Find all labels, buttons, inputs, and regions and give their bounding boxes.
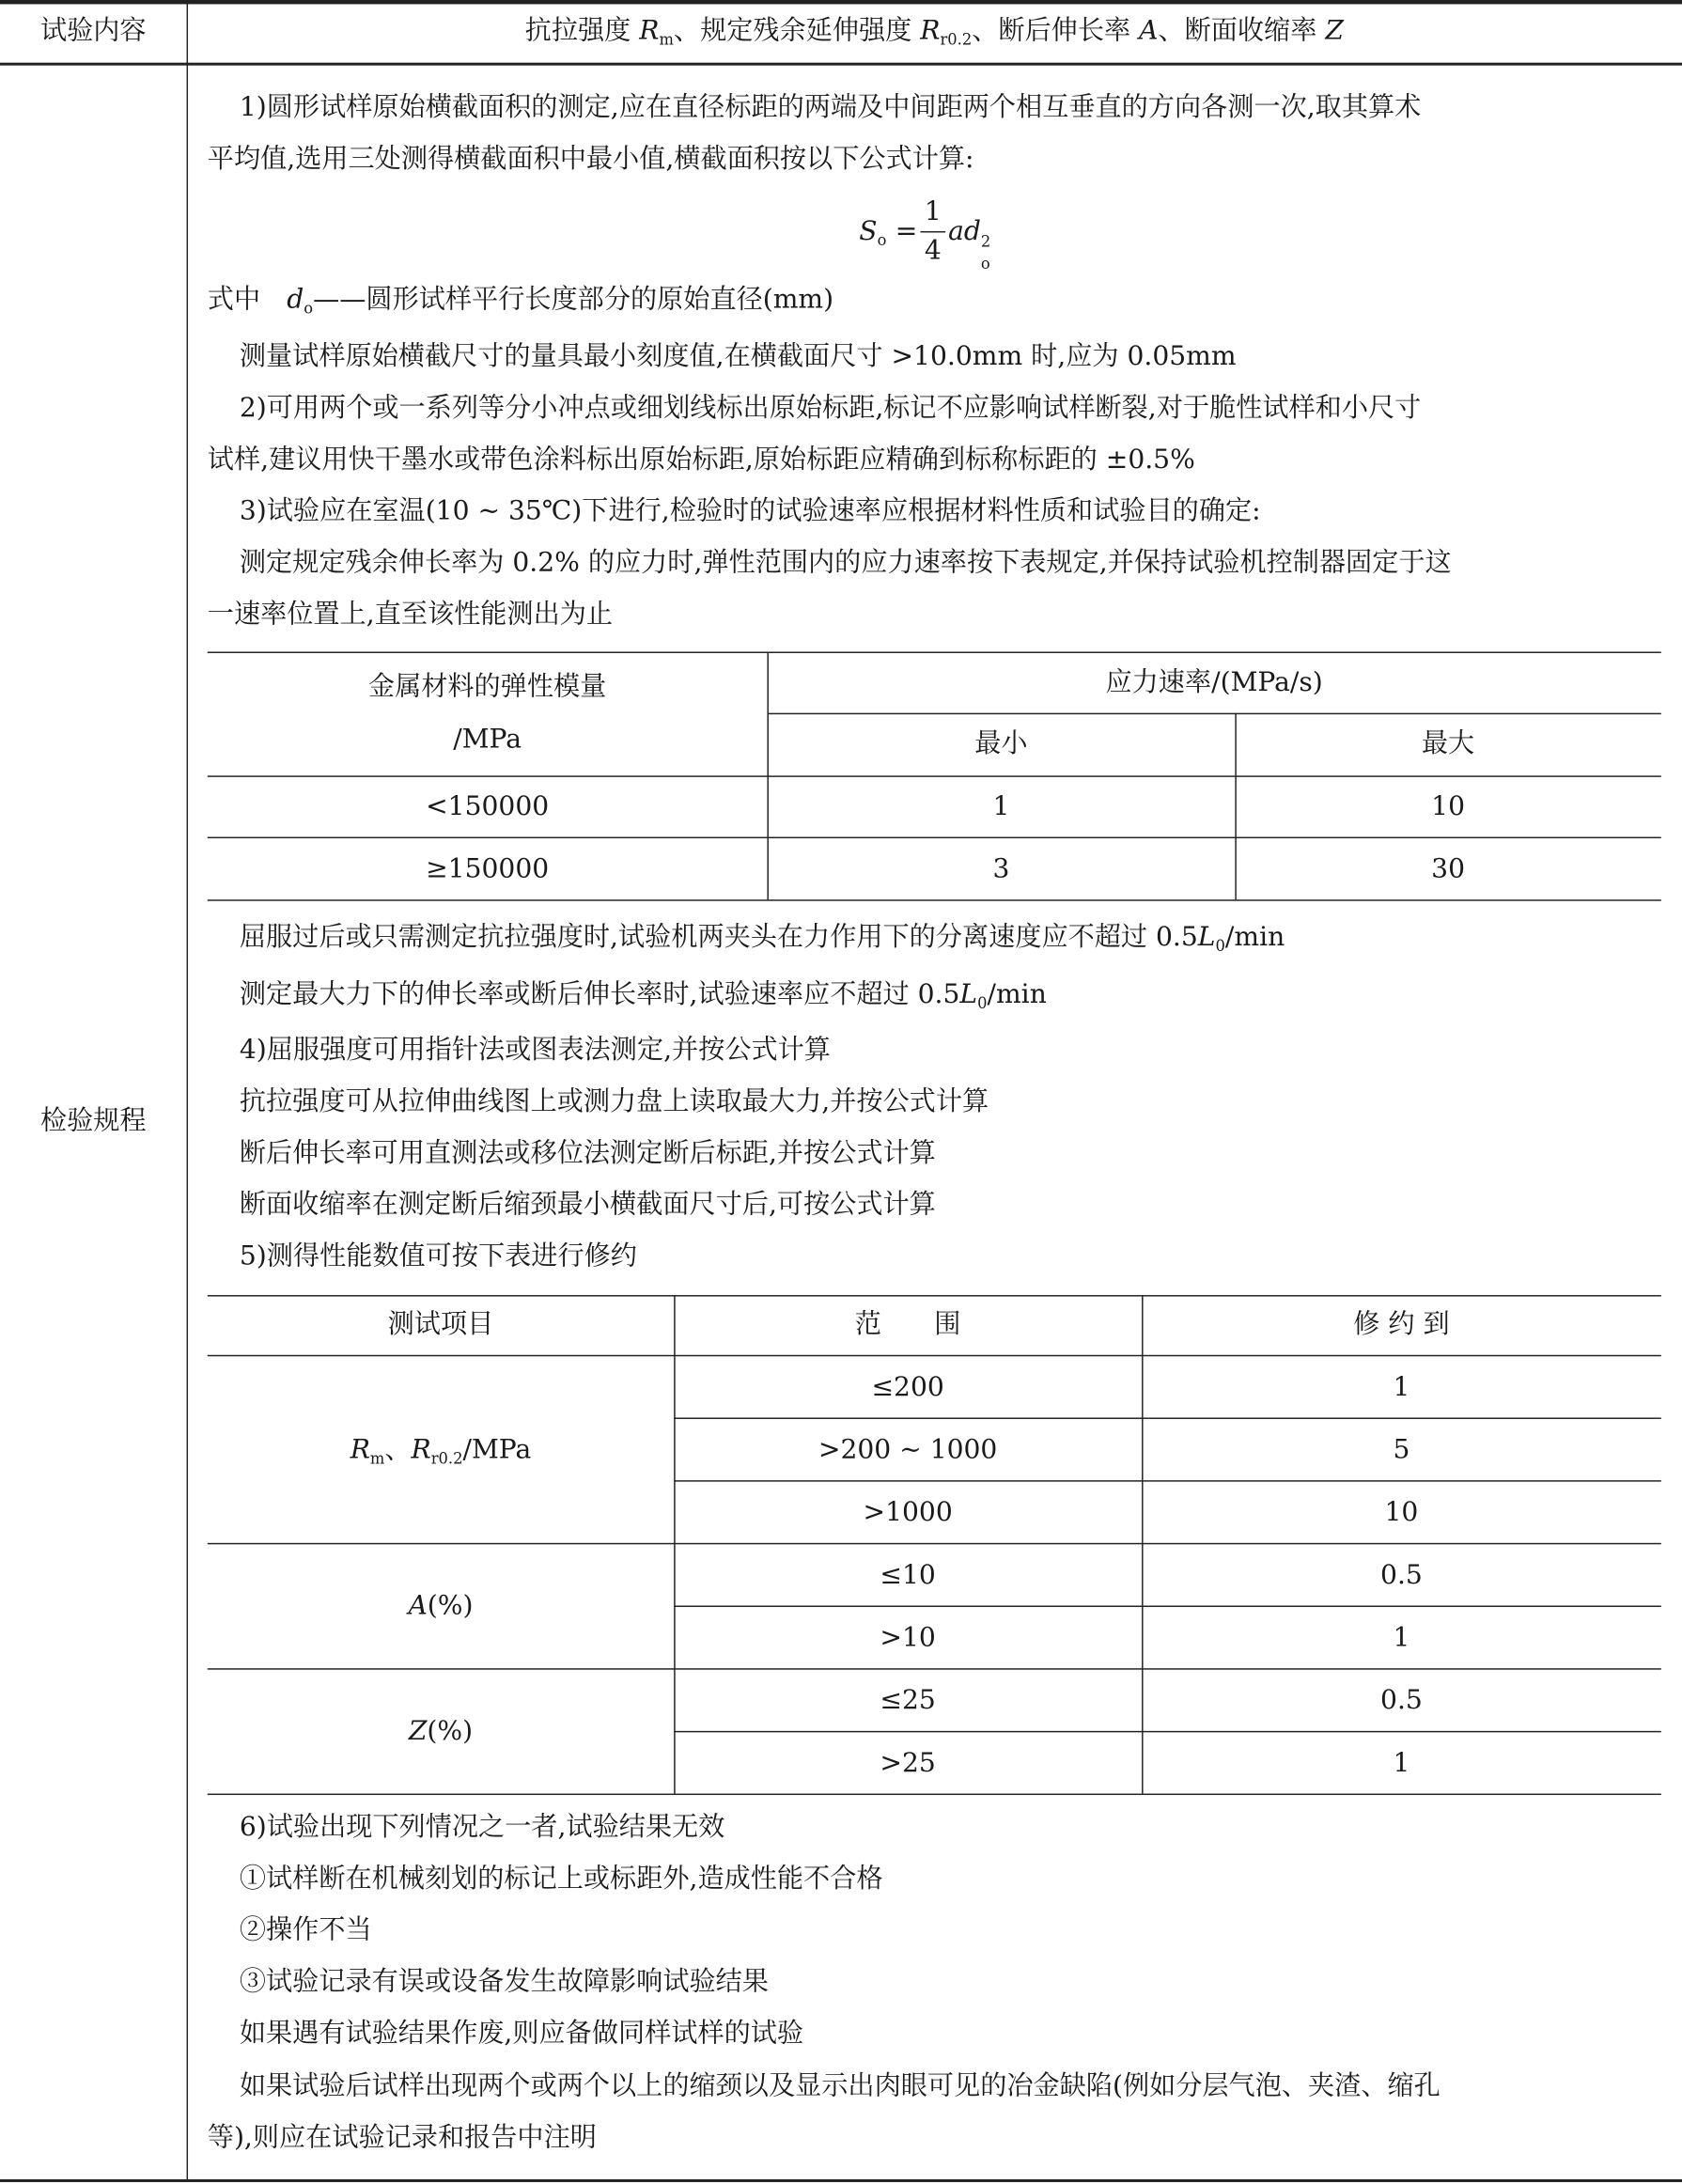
formula-eq: = xyxy=(895,215,918,247)
text-segment: (%) xyxy=(427,1590,474,1621)
table2-header: 测试项目 xyxy=(387,1308,494,1340)
rule-line xyxy=(674,1295,675,1793)
text-segment: /min xyxy=(987,978,1047,1010)
paragraph-line xyxy=(240,391,1421,425)
paragraph-line xyxy=(240,920,1285,963)
table2-cell: ≤25 xyxy=(880,1684,936,1716)
text-segment: L xyxy=(959,978,978,1010)
text-segment: (%) xyxy=(427,1715,474,1747)
table2-cell: 5 xyxy=(1393,1434,1410,1465)
text-segment: 断后伸长率可用直测法或移位法测定断后标距,并按公式计算 xyxy=(239,1137,936,1169)
paragraph-line xyxy=(240,546,1452,580)
table2-cell: >1000 xyxy=(863,1496,953,1528)
paragraph-line xyxy=(240,494,1261,528)
rule-line xyxy=(1142,1295,1143,1793)
table1-col1-header: 金属材料的弹性模量 xyxy=(367,671,607,702)
text-segment: 0 xyxy=(1215,937,1225,956)
text-segment: /min xyxy=(1224,921,1285,953)
table1-group-header: 应力速率/(MPa/s) xyxy=(1105,666,1323,698)
table2-cell: ≤200 xyxy=(871,1371,944,1403)
table1-col1-header-unit: /MPa xyxy=(453,724,522,756)
text-segment: A xyxy=(1139,15,1159,46)
table1-cell: 3 xyxy=(992,853,1010,884)
text-segment: 式中 xyxy=(207,284,288,315)
rule-line xyxy=(208,1794,1661,1795)
paragraph-line xyxy=(240,1240,637,1273)
text-segment: 如果遇有试验结果作废,则应备做同样试样的试验 xyxy=(239,2018,804,2049)
text-segment: 抗拉强度可从拉伸曲线图上或测力盘上读取最大力,并按公式计算 xyxy=(239,1085,989,1117)
text-segment: 2)可用两个或一系列等分小冲点或细划线标出原始标距,标记不应影响试样断裂,对于脆性试样和小尺寸 xyxy=(239,392,1422,424)
table1-cell: 30 xyxy=(1431,853,1465,884)
rule-line xyxy=(767,713,1660,714)
rule-line xyxy=(0,2179,1682,2182)
text-segment: 断面收缩率在测定断后缩颈最小横截面尺寸后,可按公式计算 xyxy=(239,1189,936,1221)
paragraph-line xyxy=(208,2121,597,2155)
paragraph-line xyxy=(208,598,613,632)
table1-cell: 10 xyxy=(1431,790,1465,822)
text-segment: 一速率位置上,直至该性能测出为止 xyxy=(207,599,614,630)
text-segment: 6)试验出现下列情况之一者,试验结果无效 xyxy=(239,1811,725,1843)
table1-subheader-max: 最大 xyxy=(1421,727,1475,759)
text-segment: 、断面收缩率 xyxy=(1158,15,1326,46)
table2-cell: 10 xyxy=(1384,1496,1419,1528)
text-segment: 试样,建议用快干墨水或带色涂料标出原始标距,原始标距应精确到标称标距的 ±0.5% xyxy=(207,444,1195,476)
text-segment: d xyxy=(287,284,304,315)
rule-line xyxy=(208,1668,1661,1669)
text-segment: ③试验记录有误或设备发生故障影响试验结果 xyxy=(239,1966,769,1997)
table2-header: 范 围 xyxy=(854,1308,961,1340)
fraction-bar xyxy=(920,231,945,232)
text-segment: 4)屈服强度可用指针法或图表法测定,并按公式计算 xyxy=(239,1034,831,1066)
rule-line xyxy=(674,1731,1661,1732)
paragraph-line xyxy=(240,1136,936,1170)
rule-line xyxy=(208,1355,1661,1356)
text-segment: ①试样断在机械刻划的标记上或标距外,造成性能不合格 xyxy=(239,1863,883,1895)
table2-item xyxy=(208,1714,674,1748)
text-segment: 测定最大力下的伸长率或断后伸长率时,试验速率应不超过 0.5 xyxy=(239,978,960,1010)
text-segment: 等),则应在试验记录和报告中注明 xyxy=(207,2122,597,2153)
paragraph-line xyxy=(208,283,833,326)
text-segment: 屈服过后或只需测定抗拉强度时,试验机两夹头在力作用下的分离速度应不超过 0.5 xyxy=(239,921,1198,953)
text-segment: 、规定残余延伸强度 xyxy=(673,15,921,46)
body-left-label: 检验规程 xyxy=(39,1105,147,1137)
rule-line xyxy=(674,1480,1661,1481)
text-segment: 0 xyxy=(977,994,988,1013)
table2-cell: ≤10 xyxy=(880,1559,936,1591)
rule-line xyxy=(0,0,1682,4)
text-segment: 平均值,选用三处测得横截面积中最小值,横截面积按以下公式计算: xyxy=(207,143,974,175)
paragraph-line xyxy=(240,340,1237,374)
paragraph-line xyxy=(240,2017,803,2051)
text-segment: Z xyxy=(1325,15,1344,46)
paragraph-line xyxy=(240,2069,1441,2103)
table2-cell: 0.5 xyxy=(1380,1559,1423,1591)
rule-line xyxy=(674,1606,1661,1607)
formula-rhs-sup: 2 xyxy=(980,232,991,251)
table2-cell: >10 xyxy=(880,1622,936,1653)
table2-cell: 1 xyxy=(1393,1371,1410,1403)
paragraph-line xyxy=(240,1913,372,1947)
text-segment: L xyxy=(1197,921,1216,953)
text-segment: 测定规定残余伸长率为 0.2% 的应力时,弹性范围内的应力速率按下表规定,并保持试验机控制器固定于这 xyxy=(239,547,1452,578)
text-segment: ——圆形试样平行长度部分的原始直径(mm) xyxy=(313,284,834,315)
table2-header: 修 约 到 xyxy=(1353,1308,1450,1340)
text-segment: /MPa xyxy=(462,1433,532,1465)
text-segment: Z xyxy=(408,1715,428,1747)
paragraph-line xyxy=(240,1965,769,1999)
paragraph-line xyxy=(240,977,1047,1021)
table1-cell: 1 xyxy=(992,790,1010,822)
text-segment: R xyxy=(920,15,941,46)
text-segment: 如果试验后试样出现两个或两个以上的缩颈以及显示出肉眼可见的冶金缺陷(例如分层气泡、夹渣、缩孔 xyxy=(239,2070,1441,2102)
formula-rhs: ad xyxy=(948,215,981,247)
rule-line xyxy=(0,63,1682,66)
text-segment: m xyxy=(369,1448,385,1468)
rule-line xyxy=(208,1543,1661,1544)
text-segment: R xyxy=(411,1433,431,1465)
table2-cell: 1 xyxy=(1393,1747,1410,1779)
text-segment: r0.2 xyxy=(430,1448,463,1468)
rule-line xyxy=(208,651,1661,652)
table1-cell: <150000 xyxy=(426,790,550,822)
header-title xyxy=(187,14,1682,57)
paragraph-line xyxy=(208,142,974,176)
rule-line xyxy=(208,775,1661,776)
rule-line xyxy=(187,0,188,2182)
paragraph-line xyxy=(240,1188,936,1222)
paragraph-line xyxy=(208,443,1195,476)
table2-cell: >25 xyxy=(880,1747,936,1779)
table1-subheader-min: 最小 xyxy=(974,727,1028,759)
paragraph-line xyxy=(240,1084,989,1118)
text-segment: R xyxy=(639,15,660,46)
text-segment: R xyxy=(350,1433,370,1465)
text-segment: m xyxy=(659,30,674,49)
table2-cell: 1 xyxy=(1393,1622,1410,1653)
table1-cell: ≥150000 xyxy=(426,853,550,884)
formula-numerator: 1 xyxy=(924,195,942,227)
table2-cell: >200 ~ 1000 xyxy=(818,1434,998,1465)
text-segment: A xyxy=(408,1590,428,1621)
rule-line xyxy=(208,1295,1661,1296)
text-segment: 抗拉强度 xyxy=(524,15,640,46)
rule-line xyxy=(674,1417,1661,1418)
paragraph-line xyxy=(240,90,1421,124)
table2-item xyxy=(208,1589,674,1623)
text-segment: 3)试验应在室温(10 ~ 35℃)下进行,检验时的试验速率应根据材料性质和试验目的确定: xyxy=(239,495,1261,527)
formula-lhs-sub: o xyxy=(877,230,887,250)
rule-line xyxy=(208,837,1661,838)
text-segment: ②操作不当 xyxy=(239,1914,372,1946)
formula-rhs-sub: o xyxy=(980,255,990,273)
header-left-label: 试验内容 xyxy=(39,15,147,46)
formula-lhs: S xyxy=(859,215,878,247)
text-segment: o xyxy=(304,299,314,318)
text-segment: 5)测得性能数值可按下表进行修约 xyxy=(239,1240,637,1271)
text-segment: r0.2 xyxy=(940,30,973,49)
formula-denominator: 4 xyxy=(924,235,942,267)
text-segment: 测量试样原始横截尺寸的量具最小刻度值,在横截面尺寸 >10.0mm 时,应为 0.05mm xyxy=(239,341,1237,372)
text-segment: 、 xyxy=(384,1433,412,1465)
rule-line xyxy=(208,899,1661,900)
paragraph-line xyxy=(240,1810,724,1844)
text-segment: 、断后伸长率 xyxy=(972,15,1140,46)
paragraph-line xyxy=(240,1862,883,1895)
text-segment: 1)圆形试样原始横截面积的测定,应在直径标距的两端及中间距两个相互垂直的方向各测一次,取其算术 xyxy=(239,91,1422,123)
table2-item xyxy=(208,1432,674,1475)
paragraph-line xyxy=(240,1033,831,1067)
table2-cell: 0.5 xyxy=(1380,1684,1423,1716)
